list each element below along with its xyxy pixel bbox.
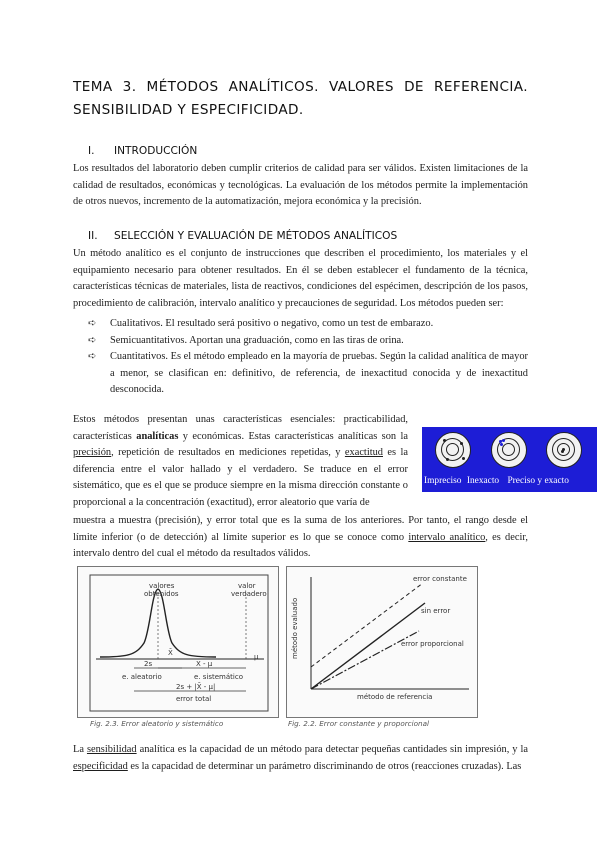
section-number: II.: [88, 230, 98, 242]
errors-paragraph: muestra a muestra (precisión), y error total que es la suma de los anteriores. Por tanto, el rango desde el límite inferior (o de detección) al límite superior es lo que se conoce como intervalo analítico, es decir, intervalo dentro del cual el método da resultados válidos.: [73, 515, 528, 560]
list-item: ➪ Cualitativos. El resultado será positivo o negativo, como un test de embarazo.: [88, 316, 528, 333]
label-verdadero: verdadero: [231, 590, 267, 598]
figure1-caption: Fig. 2.3. Error aleatorio y sistemático: [90, 719, 224, 728]
label-error-total: error total: [176, 695, 212, 703]
figure2-caption: Fig. 2.2. Error constante y proporcional: [288, 719, 429, 728]
list-item: ➪ Cuantitativos. Es el método empleado en la mayoría de pruebas. Según la calidad analítica de mayor a menor, se clasifican en: definitivo, de referencia, de inexactitud conocida y de inexactitud desconocida.: [88, 351, 528, 396]
label-impreciso: Impreciso: [424, 476, 462, 486]
label-2s: 2s: [144, 660, 153, 668]
section-heading-seleccion: [88, 230, 397, 242]
label-preciso-exacto: Preciso y exacto: [507, 476, 569, 486]
intro-paragraph: Los resultados del laboratorio deben cumplir criterios de calidad para ser válidos. Existen limitaciones de la calidad de resultados, económicas y tecnológicas. La evaluación de los métodos permite la implementación de otros nuevos, incremento de la automatización, mejora económica y la precisión.: [73, 163, 528, 208]
label-valores: valores: [149, 582, 175, 590]
methods-paragraph: Un método analítico es el conjunto de instrucciones que describen el procedimiento, los materiales y el equipamiento necesario para obtener resultados. En él se deben establecer el fundamento de la técnica, características técnicas de materiales, lista de reactivos, condiciones del espécimen, descripción de los pasos, procedimiento de calibración, intervalo analítico y precauciones de seguridad. Los métodos pueden ser:: [73, 248, 528, 309]
label-error-constante: error constante: [413, 575, 467, 583]
document-title: TEMA 3. MÉTODOS ANALÍTICOS. VALORES DE REFERENCIA. SENSIBILIDAD Y ESPECIFICIDAD.: [73, 79, 528, 118]
label-inexacto: Inexacto: [466, 476, 500, 486]
section-title: INTRODUCCIÓN: [114, 145, 198, 157]
target-inexacto-icon: [491, 432, 527, 468]
axis-x-label: método de referencia: [357, 693, 433, 701]
label-obtenidos: obtenidos: [144, 590, 179, 598]
figure-error-aleatorio-sistematico: [77, 566, 279, 718]
figure-error-constante-proporcional: [286, 566, 478, 718]
arrow-bullet-icon: ➪: [88, 318, 97, 329]
list-item: ➪ Semicuantitativos. Aportan una graduación, como en las tiras de orina.: [88, 333, 528, 350]
label-xbar: X̄: [168, 649, 173, 657]
target-preciso-exacto-icon: [546, 432, 582, 468]
label-sin-error: sin error: [421, 607, 451, 615]
arrow-bullet-icon: ➪: [88, 351, 97, 363]
characteristics-paragraph: Estos métodos presentan unas características esenciales: practicabilidad, características analíticas y económicas. Estas características analíticas son la precisión, repetición de resultados en mediciones repetidas, y exactitud es la diferencia entre el valor hallado y el verdadero. Se traduce en el error sistemático, que es el que se produce siempre en la misma dirección constante o proporcional a la concentración (exactitud), error aleatorio que varía de: [73, 414, 408, 508]
section-title: SELECCIÓN Y EVALUACIÓN DE MÉTODOS ANALÍTICOS: [114, 230, 398, 242]
target-labels: [424, 476, 597, 486]
label-2s-plus: 2s + |X̄ - μ|: [176, 683, 216, 691]
label-e-aleatorio: e. aleatorio: [122, 673, 162, 681]
target-impreciso-icon: [435, 432, 471, 468]
axis-y-label: método evaluado: [291, 597, 299, 659]
label-mu: μ: [254, 653, 259, 661]
sensitivity-paragraph: La sensibilidad analítica es la capacidad de un método para detectar pequeñas cantidades sin impresión, y la especificidad es la capacidad de determinar un parámetro discriminando de otros (reacciones cruzadas). Las: [73, 744, 528, 772]
label-valor: valor: [238, 582, 256, 590]
section-number: I.: [88, 145, 95, 157]
methods-list: [88, 316, 528, 399]
label-e-sistematico: e. sistemático: [194, 673, 243, 681]
label-error-proporcional: error proporcional: [401, 640, 464, 648]
arrow-bullet-icon: ➪: [88, 334, 97, 346]
section-heading-introduccion: [88, 145, 197, 157]
label-x-minus-mu: X̄ - μ: [196, 660, 213, 668]
